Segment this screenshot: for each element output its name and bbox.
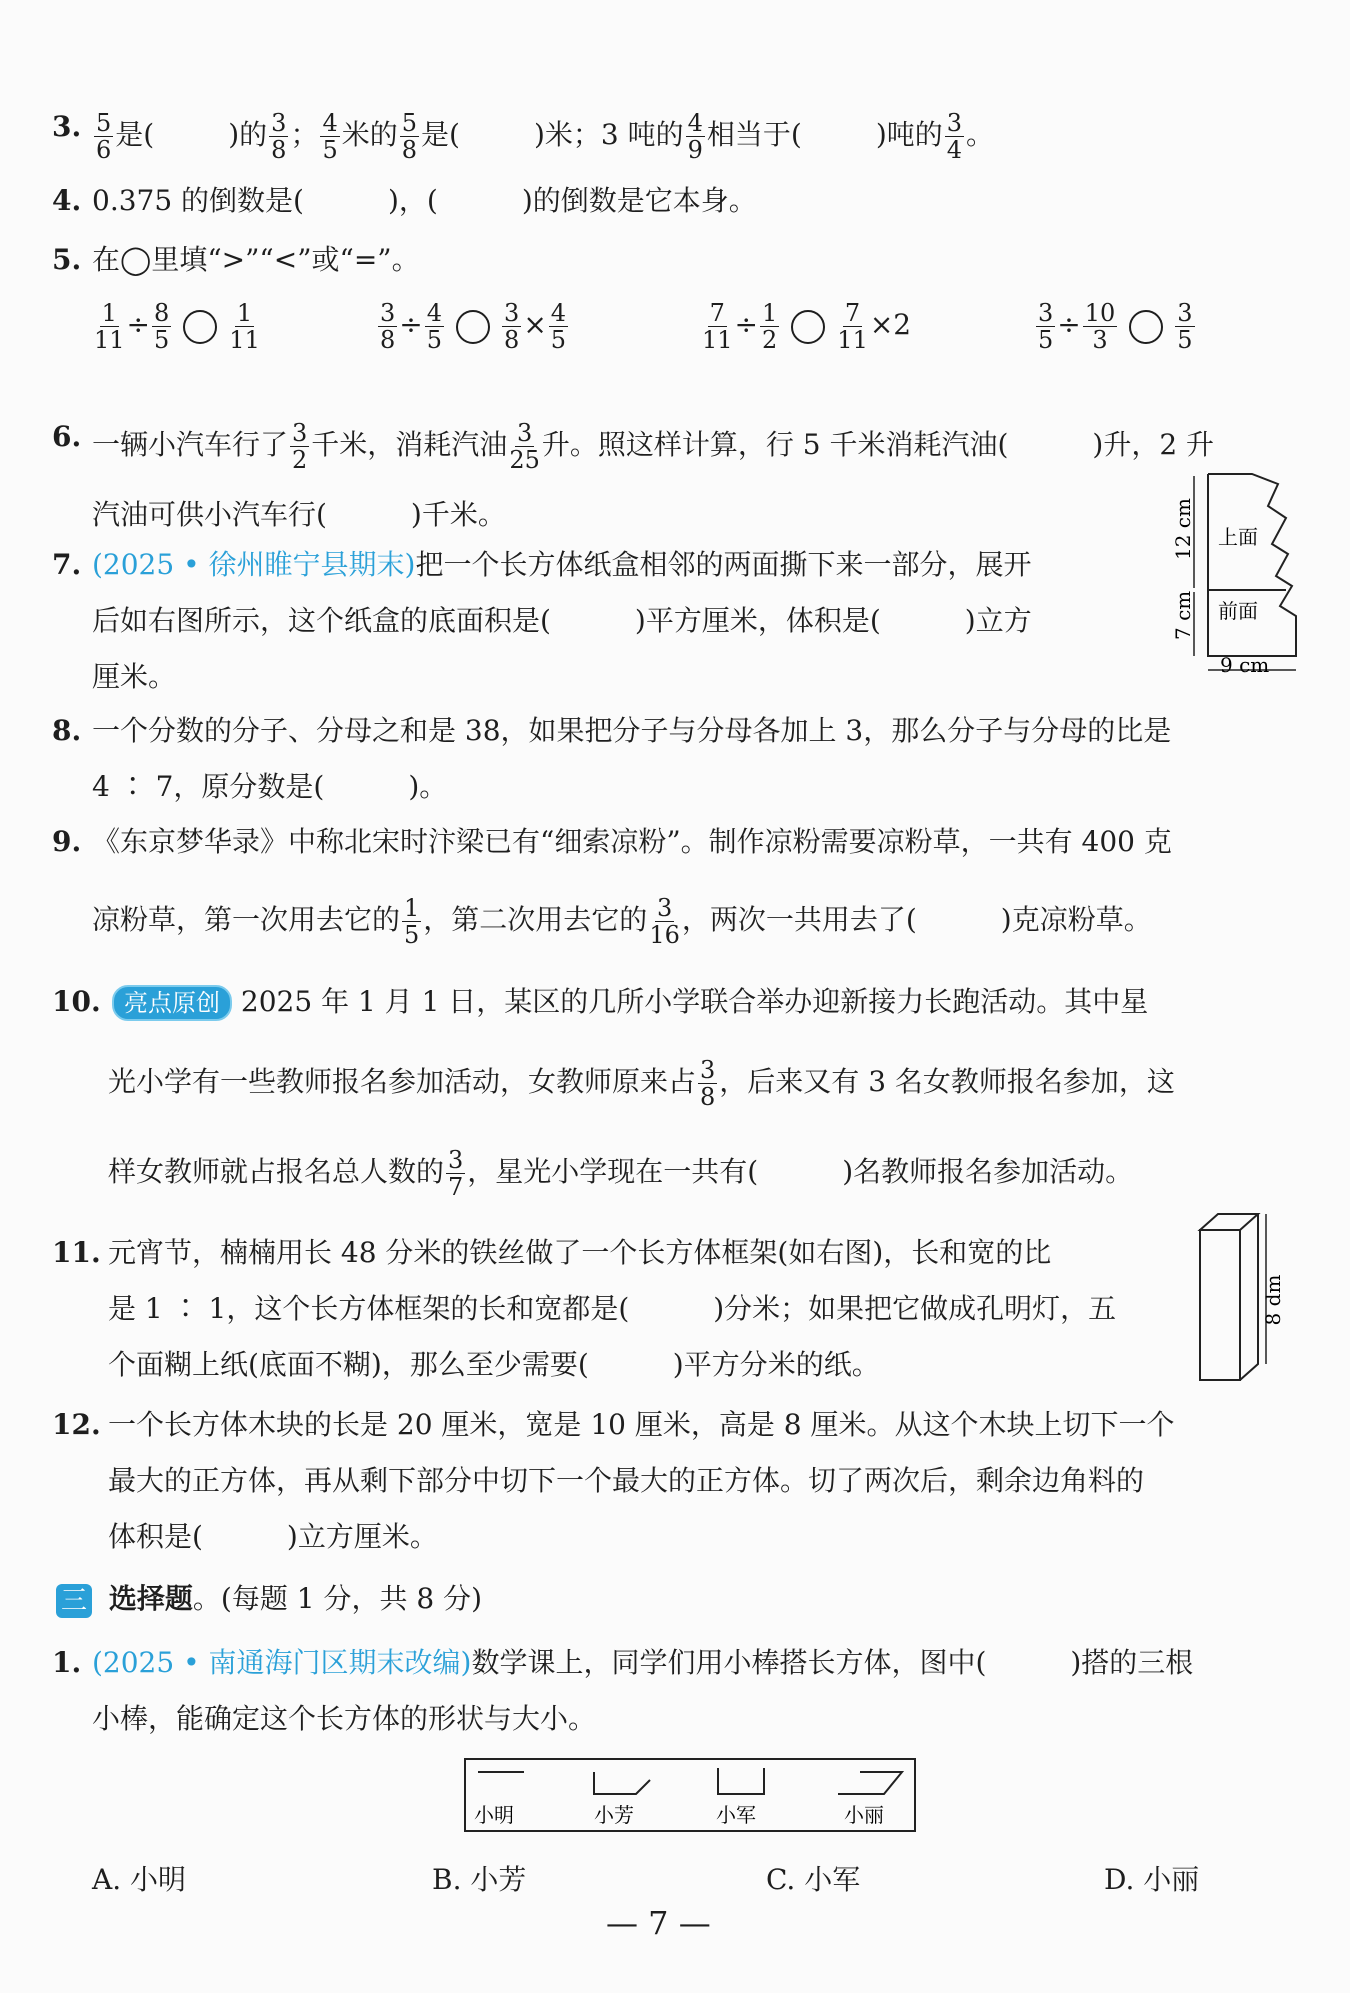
question-number: 1. xyxy=(52,1646,82,1679)
option-b[interactable]: B. 小芳 xyxy=(432,1863,527,1896)
answer-circle[interactable] xyxy=(183,310,217,344)
question-text: 最大的正方体，再从剩下部分中切下一个最大的正方体。切了两次后，剩余边角料的 xyxy=(108,1464,1145,1497)
option-d[interactable]: D. 小丽 xyxy=(1104,1863,1200,1896)
source-note: (2025 • 徐州睢宁县期末) xyxy=(92,548,416,581)
fig-label: 前面 xyxy=(1218,599,1258,623)
question-text: 在◯里填“>”“<”或“=”。 xyxy=(92,243,420,276)
fig-label: 12 cm xyxy=(1171,498,1195,560)
fig-label: 9 cm xyxy=(1220,653,1270,677)
question-text: 是 1 ∶ 1，这个长方体框架的长和宽都是( )分米；如果把它做成孔明灯，五 xyxy=(108,1292,1117,1325)
option-a[interactable]: A. 小明 xyxy=(92,1863,187,1896)
box-net-figure xyxy=(1168,466,1298,686)
section-note: 。(每题 1 分，共 8 分) xyxy=(192,1582,483,1615)
answer-circle[interactable] xyxy=(456,310,490,344)
fig-label: 小明 xyxy=(474,1803,514,1827)
fig-label: 7 cm xyxy=(1171,590,1195,640)
comparison-1: $\frac{1}{11}$ ÷ $\frac{8}{5}$ $\frac{1}{11}$ xyxy=(94,299,260,354)
fraction: $\frac{3}{4}$ xyxy=(946,109,963,164)
page-number: — 7 — xyxy=(606,1904,711,1942)
lantern-frame-figure xyxy=(1196,1210,1300,1386)
question-text: 0.375 的倒数是( )，( )的倒数是它本身。 xyxy=(92,184,757,217)
question-text: 一个长方体木块的长是 20 厘米，宽是 10 厘米，高是 8 厘米。从这个木块上切下一个 xyxy=(108,1408,1175,1441)
section-header xyxy=(56,1582,482,1618)
question-number: 4. xyxy=(52,184,82,217)
question-text: 后如右图所示，这个纸盒的底面积是( )平方厘米，体积是( )立方 xyxy=(92,604,1032,637)
question-text: 汽油可供小汽车行( )千米。 xyxy=(92,498,506,531)
fraction: $\frac{4}{5}$ xyxy=(322,109,338,164)
original-tag: 亮点原创 xyxy=(112,985,232,1021)
fraction: $\frac{4}{9}$ xyxy=(687,109,703,164)
question-text: 个面糊上纸(底面不糊)，那么至少需要( )平方分米的纸。 xyxy=(108,1348,880,1381)
question-number: 7. xyxy=(52,548,82,581)
question-number: 11. xyxy=(52,1236,101,1269)
comparison-2: $\frac{3}{8}$ ÷ $\frac{4}{5}$ $\frac{3}{8}$ × $\frac{4}{5}$ xyxy=(380,299,567,354)
question-number: 3. xyxy=(52,110,82,143)
question-text: 4 ∶ 7，原分数是( )。 xyxy=(92,770,448,803)
section-icon: 三 xyxy=(56,1584,92,1618)
fraction: $\frac{5}{6}$ xyxy=(96,109,112,164)
fig-label: 小丽 xyxy=(844,1803,884,1827)
sticks-figure xyxy=(464,1758,916,1832)
question-number: 6. xyxy=(52,420,82,453)
question-text: 厘米。 xyxy=(92,660,177,693)
question-text: 元宵节，楠楠用长 48 分米的铁丝做了一个长方体框架(如右图)，长和宽的比 xyxy=(108,1236,1052,1269)
question-text: 体积是( )立方厘米。 xyxy=(108,1520,438,1553)
question-text: 小棒，能确定这个长方体的形状与大小。 xyxy=(92,1702,597,1735)
question-number: 10. xyxy=(52,985,101,1018)
question-number: 12. xyxy=(52,1408,101,1441)
question-number: 5. xyxy=(52,243,82,276)
question-text: 《东京梦华录》中称北宋时汴梁已有“细索凉粉”。制作凉粉需要凉粉草，一共有 400 克 xyxy=(92,825,1172,858)
source-note: (2025 • 南通海门区期末改编) xyxy=(92,1646,472,1679)
fig-label: 8 dm xyxy=(1261,1274,1285,1326)
comparison-4: $\frac{3}{5}$ ÷ $\frac{10}{3}$ $\frac{3}{5}$ xyxy=(1038,299,1193,354)
answer-circle[interactable] xyxy=(791,310,825,344)
fig-label: 小芳 xyxy=(594,1803,634,1827)
question-text: 一个分数的分子、分母之和是 38，如果把分子与分母各加上 3，那么分子与分母的比是 xyxy=(92,714,1172,747)
fraction: $\frac{3}{8}$ xyxy=(271,109,287,164)
fig-label: 上面 xyxy=(1218,525,1258,549)
option-c[interactable]: C. 小军 xyxy=(766,1863,861,1896)
question-number: 8. xyxy=(52,714,82,747)
section-title: 选择题 xyxy=(108,1582,193,1615)
answer-circle[interactable] xyxy=(1129,310,1163,344)
fraction: $\frac{5}{8}$ xyxy=(401,109,418,164)
comparison-3: $\frac{7}{11}$ ÷ $\frac{1}{2}$ $\frac{7}{11}$ ×2 xyxy=(702,299,912,354)
fig-label: 小军 xyxy=(716,1803,756,1827)
question-number: 9. xyxy=(52,825,82,858)
